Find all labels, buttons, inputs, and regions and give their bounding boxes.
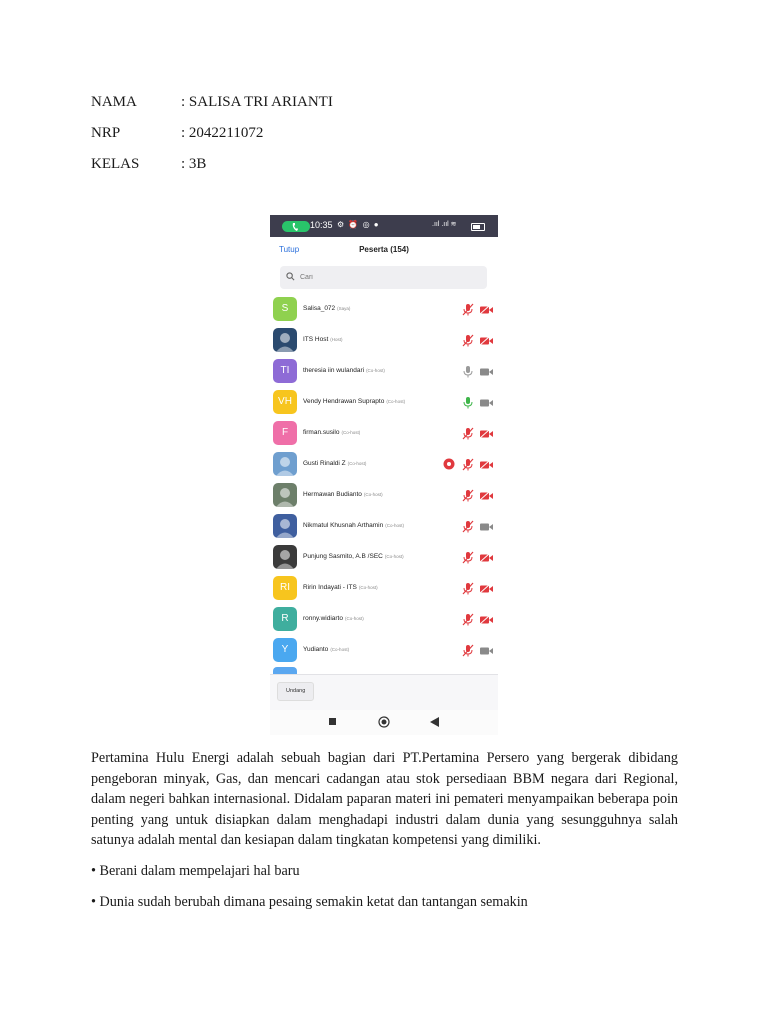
participant-row[interactable] <box>270 294 498 325</box>
participant-row[interactable] <box>270 573 498 604</box>
participant-role: (Co-host) <box>385 523 404 528</box>
mic-muted-icon[interactable] <box>462 644 474 657</box>
camera-off-icon[interactable] <box>480 492 493 500</box>
search-bar[interactable] <box>280 266 487 289</box>
avatar <box>273 483 297 507</box>
participant-role: (Co-host) <box>384 554 404 559</box>
participant-row[interactable] <box>270 356 498 387</box>
participant-name-text: Yudianto <box>303 646 329 653</box>
participant-role: (Co-host) <box>363 492 383 497</box>
avatar-initials: R <box>281 613 289 624</box>
participant-role: (Co-host) <box>330 647 350 652</box>
camera-off-icon[interactable] <box>480 585 493 593</box>
avatar-initials: Y <box>281 644 289 655</box>
participant-name-text: Vendy Hendrawan Suprapto <box>303 398 385 405</box>
participant-name <box>303 553 404 560</box>
participants-title: Peserta (154) <box>359 245 409 254</box>
mic-muted-icon[interactable] <box>462 427 474 440</box>
participant-name <box>303 522 404 529</box>
mic-muted-icon[interactable] <box>462 551 474 564</box>
participant-name <box>303 491 383 498</box>
camera-off-icon[interactable] <box>480 461 493 469</box>
participant-name <box>303 367 385 374</box>
avatar-initials: TI <box>280 365 290 376</box>
bullet-item: • Dunia sudah berubah dimana pesaing semakin ketat dan tantangan semakin <box>91 894 528 910</box>
back-button[interactable] <box>430 717 439 727</box>
nrp-value: : 2042211072 <box>181 125 264 141</box>
recents-button[interactable] <box>329 718 336 725</box>
participant-name-text: firman.susilo <box>303 429 340 436</box>
status-icons: ⚙ ⏰ ◎ ● <box>337 220 380 229</box>
camera-off-icon[interactable] <box>480 430 493 438</box>
camera-icon[interactable] <box>480 523 493 531</box>
participant-role: (Co-host) <box>344 616 364 621</box>
avatar <box>273 452 297 476</box>
phone-screenshot <box>270 215 498 735</box>
participant-role: (Co-host) <box>358 585 378 590</box>
close-button[interactable]: Tutup <box>279 245 300 254</box>
participant-row[interactable] <box>270 511 498 542</box>
mic-muted-icon[interactable] <box>462 520 474 533</box>
phone-call-icon <box>292 222 298 231</box>
participant-row[interactable] <box>270 387 498 418</box>
camera-off-icon[interactable] <box>480 554 493 562</box>
mic-icon[interactable] <box>462 365 474 378</box>
mic-muted-icon[interactable] <box>462 489 474 502</box>
participant-name-text: Salisa_072 <box>303 305 336 312</box>
avatar-initials: S <box>281 303 289 314</box>
participant-name-text: Ririn Indayati - ITS <box>303 584 357 591</box>
participant-row[interactable] <box>270 449 498 480</box>
profile-photo <box>273 483 297 507</box>
participant-role: (Saya) <box>337 306 351 311</box>
participant-name <box>303 336 343 343</box>
name-value: : SALISA TRI ARIANTI <box>181 94 333 110</box>
participant-name <box>303 398 405 405</box>
participant-row[interactable] <box>270 604 498 635</box>
mic-icon[interactable] <box>462 396 474 409</box>
android-nav-bar <box>270 710 498 735</box>
camera-off-icon[interactable] <box>480 337 493 345</box>
participant-name-text: Punjung Sasmito, A.B /SEC <box>303 553 383 560</box>
bullet-item: • Berani dalam mempelajari hal baru <box>91 863 300 879</box>
participant-name-text: ITS Host <box>303 336 329 343</box>
participant-role: (Co-host) <box>341 430 361 435</box>
name-label: NAMA <box>91 94 137 110</box>
mic-muted-icon[interactable] <box>462 613 474 626</box>
avatar <box>273 638 297 662</box>
participant-role: (Host) <box>330 337 343 342</box>
participant-row[interactable] <box>270 418 498 449</box>
avatar <box>273 390 297 414</box>
active-call-pill <box>282 221 310 232</box>
avatar <box>273 576 297 600</box>
avatar <box>273 421 297 445</box>
class-label: KELAS <box>91 156 140 172</box>
mic-muted-icon[interactable] <box>462 582 474 595</box>
nrp-label: NRP <box>91 125 121 141</box>
participant-name <box>303 646 349 653</box>
camera-icon[interactable] <box>480 647 493 655</box>
participant-row[interactable] <box>270 480 498 511</box>
signal-wifi-icons: .ııl .ııl ≋ <box>432 221 457 228</box>
participant-name-text: Nikmatul Khusnah Arthamin <box>303 522 384 529</box>
participants-header <box>270 237 498 263</box>
avatar <box>273 328 297 352</box>
participant-name <box>303 460 366 467</box>
participants-footer <box>270 674 498 711</box>
participant-name-text: Gusti Rinaldi Z <box>303 460 346 467</box>
profile-photo <box>273 514 297 538</box>
avatar-initials: F <box>281 427 289 438</box>
camera-icon[interactable] <box>480 399 493 407</box>
camera-off-icon[interactable] <box>480 306 493 314</box>
participant-row[interactable] <box>270 635 498 666</box>
avatar-initials: RI <box>280 582 290 593</box>
home-button[interactable] <box>378 716 390 728</box>
mic-muted-icon[interactable] <box>462 303 474 316</box>
participant-name <box>303 429 360 436</box>
participant-name-text: ronny.widiarto <box>303 615 343 622</box>
profile-photo <box>273 545 297 569</box>
participant-row[interactable] <box>270 325 498 356</box>
body-paragraph: Pertamina Hulu Energi adalah sebuah bagian dari PT.Pertamina Persero yang bergerak dibidang pengeboran minyak, Gas, dan mencari cadangan atau stok persediaan BBM negara dari Regional, dalam negeri bahkan internasional. Didalam paparan materi ini pemateri menyampaikan beberapa poin penting yang untuk disiapkan dalam menghadapi industri dalam dunia yang sesungguhnya salah satunya adalah mental dan kesiapan dalam tingkatan kompetensi yang dimiliki. <box>91 750 678 848</box>
participant-name <box>303 305 350 312</box>
invite-button[interactable]: Undang <box>277 682 314 701</box>
status-bar <box>270 215 498 237</box>
avatar <box>273 545 297 569</box>
participant-role: (Co-host) <box>366 368 385 373</box>
battery-icon <box>471 223 485 231</box>
class-value: : 3B <box>181 156 207 172</box>
search-icon <box>286 272 295 281</box>
search-input[interactable] <box>300 269 480 285</box>
camera-off-icon[interactable] <box>480 616 493 624</box>
profile-photo <box>273 328 297 352</box>
avatar-initials: VH <box>278 396 292 407</box>
mic-muted-icon[interactable] <box>462 334 474 347</box>
participant-name <box>303 615 364 622</box>
camera-icon[interactable] <box>480 368 493 376</box>
avatar <box>273 607 297 631</box>
participant-name-text: Hermawan Budianto <box>303 491 362 498</box>
profile-photo <box>273 452 297 476</box>
next-participant-avatar <box>273 667 297 674</box>
mic-muted-icon[interactable] <box>462 458 474 471</box>
status-time: 10:35 <box>310 220 333 230</box>
participant-name <box>303 584 378 591</box>
participant-role: (Co-host) <box>386 399 406 404</box>
participant-role: (Co-host) <box>347 461 367 466</box>
avatar <box>273 297 297 321</box>
participant-row[interactable] <box>270 542 498 573</box>
avatar <box>273 359 297 383</box>
avatar <box>273 514 297 538</box>
participant-name-text: theresia iin wulandari <box>303 367 365 374</box>
recording-icon <box>443 458 455 470</box>
